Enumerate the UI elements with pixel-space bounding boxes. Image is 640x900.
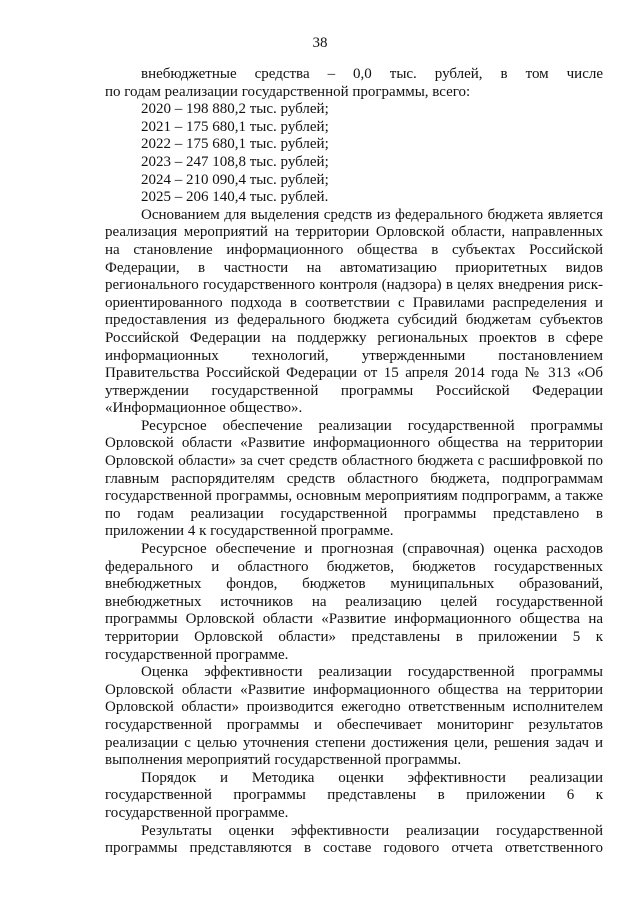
page-number: 38 [312,35,328,51]
intro-line-2: по годам реализации государственной программы, всего: [105,83,471,100]
paragraph-methodology: Порядок и Методика оценки эффективности реализации государственной программы представлены в приложении 6 к государственной программе. [105,769,603,821]
funding-year-item: 2023 – 247 108,8 тыс. рублей; [141,153,329,170]
funding-year-item: 2025 – 206 140,4 тыс. рублей. [141,189,329,206]
paragraph-resource-forecast: Ресурсное обеспечение и прогнозная (справочная) оценка расходов федерального и областного бюджетов, бюджетов государственных внебюджетных фондов, бюджетов муниципальных образований, внебюджетных источников на реализацию целей государственной программы Орловской области «Развитие информационного общества на территории Орловской области» представлены в приложении 5 к государственной программе. [105,541,603,663]
funding-year-item: 2024 – 210 090,4 тыс. рублей; [141,171,329,188]
funding-year-item: 2022 – 175 680,1 тыс. рублей; [141,136,329,153]
intro-line-1: внебюджетные средства – 0,0 тыс. рублей, в том числе [141,66,603,82]
funding-year-item: 2020 – 198 880,2 тыс. рублей; [141,101,329,118]
paragraph-results: Результаты оценки эффективности реализации государственной программы представляются в составе годового отчета ответственного [105,822,603,857]
paragraph-efficiency-evaluation: Оценка эффективности реализации государственной программы Орловской области «Развитие информационного общества на территории Орловской области» производится ежегодно ответственным исполнителем государственной программы и обеспечивает мониторинг результатов реализации с целью уточнения степени достижения цели, решения задач и выполнения мероприятий государственной программы. [105,664,603,769]
document-body [105,66,603,858]
paragraph-federal-budget-basis: Основанием для выделения средств из федерального бюджета является реализация мероприятий на территории Орловской области, направленных на становление информационного общества в субъектах Российской Федерации, в частности на автоматизацию приоритетных видов регионального государственного контроля (надзора) в целях внедрения риск-ориентированного подхода в соответствии с Правилами распределения и предоставления из федерального бюджета субсидий бюджетам субъектов Российской Федерации на поддержку региональных проектов в сфере информационных технологий, утвержденными постановлением Правительства Российской Федерации от 15 апреля 2014 года № 313 «Об утверждении государственной программы Российской Федерации «Информационное общество». [105,206,603,417]
funding-by-year-list [105,101,603,207]
funding-year-item: 2021 – 175 680,1 тыс. рублей; [141,118,329,135]
paragraph-resource-regional-budget: Ресурсное обеспечение реализации государственной программы Орловской области «Развитие информационного общества на территории Орловской области» за счет средств областного бюджета с расшифровкой по главным распорядителям средств областного бюджета, подпрограммам государственной программы, основным мероприятиям подпрограмм, а также по годам реализации государственной программы представлено в приложении 4 к государственной программе. [105,417,603,540]
